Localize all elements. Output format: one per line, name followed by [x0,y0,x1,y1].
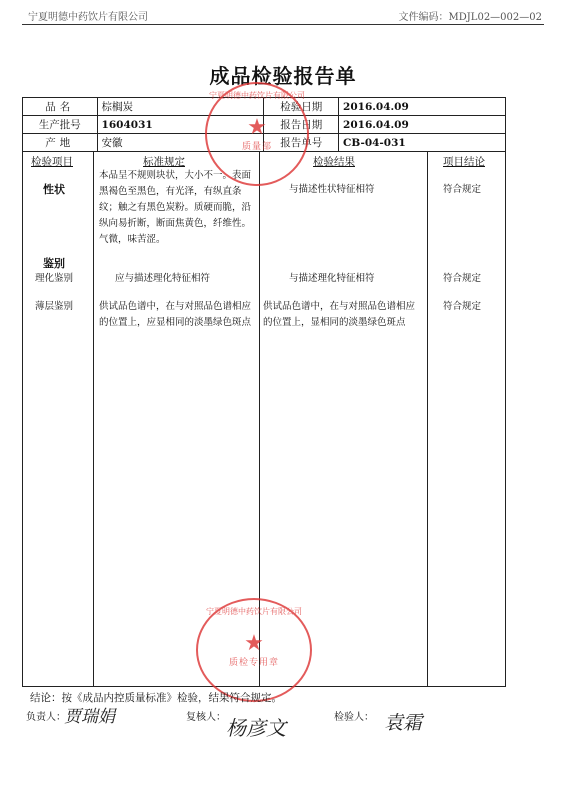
inspect-date-value: 2016.04.09 [339,98,506,116]
column-divider [93,152,94,686]
responsible-label: 负责人： [26,712,66,723]
row-tlc-conclusion: 符合规定 [443,301,482,312]
responsible-signature: 贾瑞娟 [64,707,115,727]
document-number: 文件编码：MDJL02—002—02 [398,12,542,23]
row-physchem-conclusion: 符合规定 [443,273,482,284]
stamp-ring-text: 宁夏明德中药饮片有限公司 [206,607,302,616]
quality-dept-stamp [205,82,309,186]
star-icon: ★ [247,114,267,140]
reviewer-label: 复核人： [186,712,226,723]
reviewer-signature: 杨彦文 [226,716,286,740]
row-appearance-item: 性状 [43,183,65,196]
row-identification-item: 鉴别 [43,257,65,270]
row-tlc-standard: 供试品色谱中，在与对照品色谱相应的位置上，应显相同的淡墨绿色斑点 [99,301,252,328]
report-date-value: 2016.04.09 [339,116,506,134]
product-label: 品名 [23,98,98,116]
stamp-ring-text: 宁夏明德中药饮片有限公司 [209,91,305,100]
col-head-standard: 标准规定 [143,156,185,168]
col-head-conclusion: 项目结论 [443,156,485,168]
row-tlc-result: 供试品色谱中，在与对照品色谱相应的位置上，显相同的淡墨绿色斑点 [263,301,416,328]
report-no-value: CB-04-031 [339,134,506,152]
batch-label: 生产批号 [23,116,98,134]
inspector-signature: 袁霜 [384,712,423,734]
inspector-label: 检验人： [334,712,374,723]
stamp-text: 质检专用章 [228,657,279,668]
star-icon: ★ [244,630,264,656]
header-divider [22,24,544,25]
row-appearance-conclusion: 符合规定 [443,184,482,195]
inspect-date-label: 检验日期 [264,98,339,116]
product-value: 棕榈炭 [97,98,264,116]
row-physchem-result: 与描述理化特征相符 [289,273,375,284]
col-head-result: 检验结果 [313,156,355,168]
row-appearance-result: 与描述性状特征相符 [289,184,375,195]
stamp-text: 质量部 [241,141,272,152]
row-tlc-item: 薄层鉴别 [35,301,74,312]
batch-value: 1604031 [97,116,264,134]
company-header: 宁夏明德中药饮片有限公司 [28,12,148,23]
row-physchem-standard: 应与描述理化特征相符 [115,273,211,284]
page-title: 成品检验报告单 [209,64,357,88]
row-appearance-standard: 本品呈不规则块状，大小不一。表面黑褐色至黑色，有光泽，有纵直条纹；触之有黑色炭粉。质硬而脆，沿纵向易折断，断面焦黄色，纤维性。气微，味苦涩。 [99,170,252,245]
report-no-label: 报告单号 [264,134,339,152]
conclusion-text: 结论：按《成品内控质量标准》检验，结果符合规定。 [30,692,282,704]
row-physchem-item: 理化鉴别 [35,273,74,284]
origin-label: 产地 [23,134,98,152]
col-head-item: 检验项目 [31,156,73,168]
report-date-label: 报告日期 [264,116,339,134]
qc-seal-stamp [196,598,312,702]
column-divider [427,152,428,686]
origin-value: 安徽 [97,134,264,152]
